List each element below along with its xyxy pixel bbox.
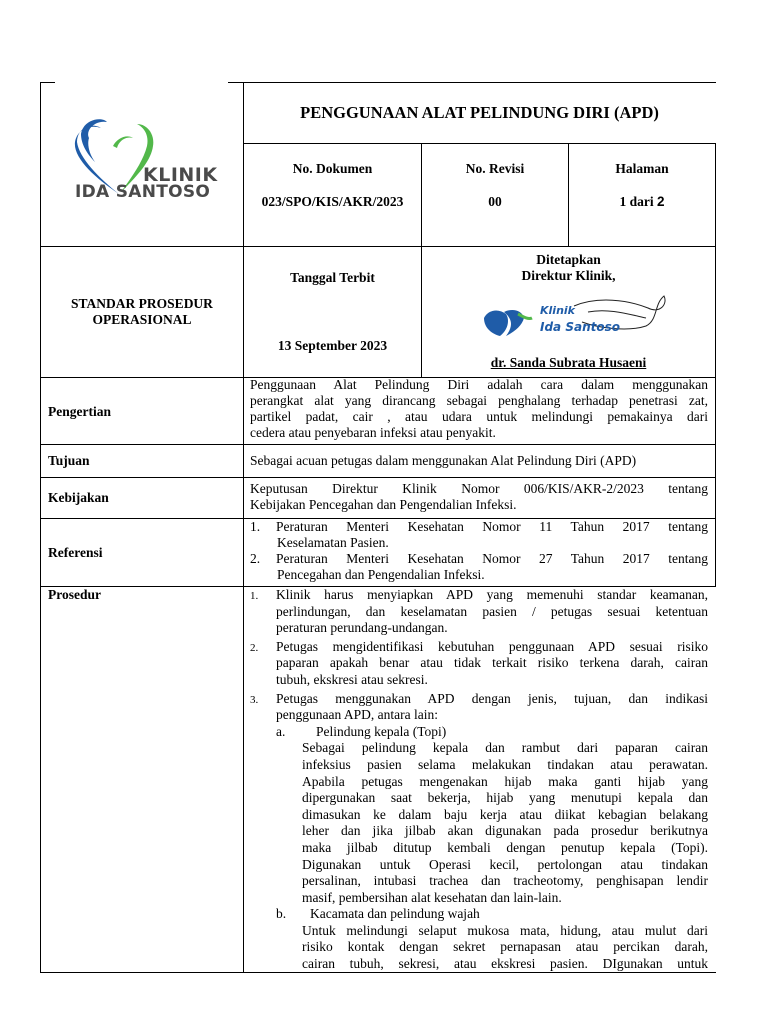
- logo-text-ida-santoso: IDA SANTOSO: [75, 182, 211, 202]
- definition-line: cedera atau penyebaran infeksi atau penyakit.: [250, 425, 496, 440]
- subitem-line: persalinan, intubasi trachea dan tracheotomy, penghisapan lendir: [302, 873, 708, 889]
- row-label-pengertian: Pengertian: [48, 404, 111, 419]
- reference-number: 2.: [250, 551, 261, 566]
- page-value-total: 2: [657, 194, 665, 209]
- procedure-line: tubuh, ekskresi atau sekresi.: [276, 671, 428, 687]
- reference-line: Peraturan Menteri Kesehatan Nomor 27 Tahun 2017 tentang: [276, 551, 708, 566]
- page-value-prefix: 1 dari: [619, 194, 657, 209]
- subitem-line: Digunakan untuk Operasi kecil, pertolongan atau tindakan: [302, 856, 708, 872]
- procedure-line: paparan apakah benar atau tidak terkait risiko terkena darah, cairan: [276, 655, 708, 671]
- issue-date-label: Tanggal Terbit: [290, 270, 375, 285]
- table-border-left: [40, 82, 41, 973]
- stamp-text-ida-santoso: Ida Santoso: [540, 320, 620, 334]
- signer-name: dr. Sanda Subrata Husaeni: [490, 355, 647, 370]
- subitem-line: dipergunakan saat bekerja, hijab yang menutupi kepala dan: [302, 790, 708, 806]
- logo-text-klinik: KLINIK: [143, 164, 218, 186]
- revision-label: No. Revisi: [465, 161, 525, 176]
- signature-icon: [478, 290, 678, 346]
- subitem-line: risiko kontak dengan sekret pernapasan atau percikan darah,: [302, 939, 708, 955]
- subitem-line: cairan tubuh, sekresi, atau ekskresi pasien. DIgunakan untuk: [302, 956, 708, 972]
- subitem-title: Pelindung kepala (Topi): [316, 723, 447, 739]
- sop-label-line1: STANDAR PROSEDUR: [71, 296, 213, 311]
- subitem-line: Untuk melindungi selaput mukosa mata, hidung, atau mulut dari: [302, 922, 708, 938]
- page-value: [569, 194, 715, 210]
- approved-title: Direktur Klinik,: [521, 268, 616, 283]
- procedure-list: [250, 587, 708, 973]
- procedure-item-body: [276, 691, 708, 973]
- procedure-subitem: [276, 906, 708, 972]
- policy-line: Kebijakan Pencegahan dan Pengendalian Infeksi.: [250, 497, 517, 512]
- definition-line: perangkat alat yang dirancang sebagai penghalang terhadap penetrasi zat,: [250, 393, 708, 408]
- procedure-line: peraturan perundang-undangan.: [276, 620, 448, 636]
- procedure-item: [250, 639, 708, 689]
- procedure-number: 2.: [250, 641, 259, 654]
- subitem-line: dimasukan ke dalam baju kerja atau diikat kebagian belakang: [302, 806, 708, 822]
- document-title: PENGGUNAAN ALAT PELINDUNG DIRI (APD): [300, 103, 659, 122]
- procedure-line: perlindungan, dan keselamatan pasien / petugas sesuai ketentuan: [276, 603, 708, 619]
- subitem-line: Apabila petugas mengenakan hijab maka ganti hijab yang: [302, 773, 708, 789]
- procedure-line: Klinik harus menyiapkan APD yang memenuhi standar keamanan,: [276, 587, 708, 602]
- subitem-heading: [276, 906, 708, 923]
- row-label-tujuan: Tujuan: [48, 453, 90, 468]
- signature-stamp: [478, 290, 678, 346]
- subitem-title: Kacamata dan pelindung wajah: [310, 906, 480, 922]
- stamp-text-klinik: Klinik: [540, 304, 575, 317]
- approved-label: Ditetapkan: [536, 252, 601, 267]
- definition-line: Penggunaan Alat Pelindung Diri adalah cara dalam menggunakan: [250, 377, 708, 392]
- subitem-letter: a.: [276, 723, 286, 739]
- subitem-letter: b.: [276, 906, 287, 922]
- procedure-line: penggunaan APD, antara lain:: [276, 707, 438, 723]
- reference-line: Pencegahan dan Pengendalian Infeksi.: [277, 567, 485, 582]
- procedure-subitem: [276, 724, 708, 907]
- header-bottom-border: [40, 246, 716, 247]
- doc-number-label: No. Dokumen: [292, 161, 373, 176]
- subitem-body: [276, 923, 708, 973]
- reference-line: Keselamatan Pasien.: [277, 535, 389, 550]
- page-label: Halaman: [615, 161, 669, 176]
- row-divider: [40, 477, 716, 478]
- subitem-heading: [276, 724, 708, 741]
- policy-text: [250, 481, 708, 513]
- reference-line: Peraturan Menteri Kesehatan Nomor 11 Tahun 2017 tentang: [276, 519, 708, 534]
- row-label-kebijakan: Kebijakan: [48, 490, 109, 505]
- row-divider: [40, 444, 716, 445]
- procedure-number: 1.: [250, 590, 259, 602]
- definition-text: [250, 377, 708, 441]
- procedure-line: Petugas mengidentifikasi kebutuhan penggunaan APD sesuai risiko: [276, 638, 708, 654]
- subitem-body: [276, 740, 708, 906]
- procedure-number: 3.: [250, 693, 259, 706]
- procedure-item-body: [276, 587, 708, 637]
- subitem-line: masif, pembersihan alat kesehatan dan lain-lain.: [302, 889, 562, 905]
- issue-date-value: 13 September 2023: [277, 338, 388, 353]
- clinic-logo: [55, 82, 228, 246]
- row-label-referensi: Referensi: [48, 545, 103, 560]
- header-divider: [243, 143, 716, 144]
- reference-item: [250, 551, 708, 567]
- column-divider: [243, 82, 244, 973]
- row-label-prosedur: Prosedur: [48, 587, 101, 602]
- subitem-line: maka jilbab ditutup kembali dengan penutup kepala (Topi).: [302, 839, 708, 855]
- reference-number: 1.: [250, 519, 261, 534]
- reference-list: [250, 519, 708, 583]
- table-border-right: [715, 143, 716, 377]
- reference-item: [250, 519, 708, 535]
- purpose-text: Sebagai acuan petugas dalam menggunakan Alat Pelindung Diri (APD): [250, 453, 637, 468]
- subitem-line: infeksius pasien selama melakukan tindakan atau perawatan.: [302, 756, 708, 772]
- policy-line: Keputusan Direktur Klinik Nomor 006/KIS/AKR-2/2023 tentang: [250, 481, 708, 496]
- procedure-item-body: [276, 639, 708, 689]
- subitem-line: leher dan jika jilbab akan digunakan pada prosedur berikutnya: [302, 823, 708, 839]
- table-border-right: [715, 377, 716, 587]
- sop-label-line2: OPERASIONAL: [92, 312, 192, 327]
- revision-value: 00: [488, 194, 502, 209]
- procedure-line: Petugas menggunakan APD dengan jenis, tujuan, dan indikasi: [276, 690, 708, 706]
- procedure-item: [250, 587, 708, 637]
- definition-line: partikel padat, cair , atau udara untuk melindungi pemakainya dari: [250, 409, 708, 424]
- doc-number-value: 023/SPO/KIS/AKR/2023: [261, 194, 404, 209]
- subitem-line: Sebagai pelindung kepala dan rambut dari paparan cairan: [302, 740, 708, 756]
- procedure-item: [250, 691, 708, 973]
